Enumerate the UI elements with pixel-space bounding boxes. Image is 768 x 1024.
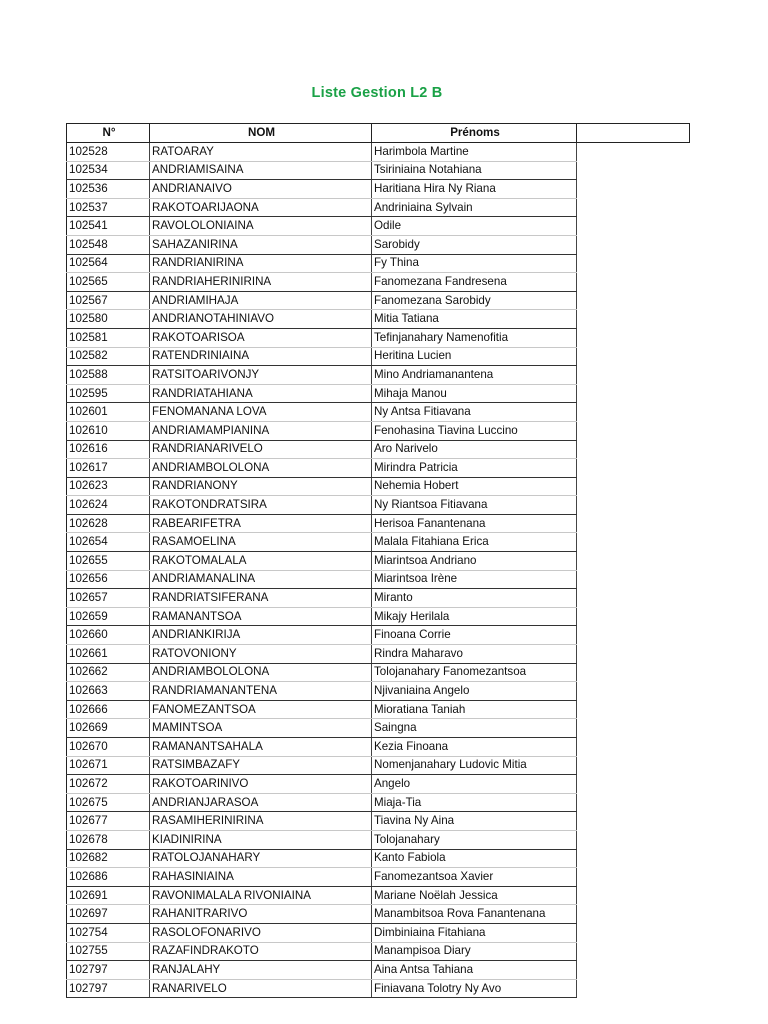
table-row <box>67 217 690 236</box>
cell-number: 102567 <box>67 291 150 310</box>
cell-prenoms: Tefinjanahary Namenofitia <box>372 328 577 347</box>
cell-prenoms: Finiavana Tolotry Ny Avo <box>372 979 577 998</box>
cell-prenoms: Heritina Lucien <box>372 347 577 366</box>
column-header-number: N° <box>67 124 150 143</box>
cell-prenoms: Tolojanahary <box>372 830 577 849</box>
cell-empty <box>577 663 690 682</box>
table-row <box>67 830 690 849</box>
column-header-nom: NOM <box>150 124 372 143</box>
cell-number: 102595 <box>67 384 150 403</box>
table-row <box>67 514 690 533</box>
cell-empty <box>577 942 690 961</box>
cell-number: 102662 <box>67 663 150 682</box>
cell-nom: RATSIMBAZAFY <box>150 756 372 775</box>
cell-nom: ANDRIAMIHAJA <box>150 291 372 310</box>
cell-empty <box>577 384 690 403</box>
cell-prenoms: Malala Fitahiana Erica <box>372 533 577 552</box>
cell-empty <box>577 328 690 347</box>
cell-prenoms: Manambitsoa Rova Fanantenana <box>372 905 577 924</box>
cell-nom: FANOMEZANTSOA <box>150 700 372 719</box>
cell-number: 102617 <box>67 459 150 478</box>
cell-empty <box>577 700 690 719</box>
cell-nom: RANJALAHY <box>150 961 372 980</box>
cell-number: 102691 <box>67 886 150 905</box>
table-row <box>67 645 690 664</box>
cell-number: 102661 <box>67 645 150 664</box>
table-row <box>67 161 690 180</box>
cell-number: 102655 <box>67 552 150 571</box>
cell-empty <box>577 366 690 385</box>
cell-empty <box>577 849 690 868</box>
cell-number: 102682 <box>67 849 150 868</box>
cell-nom: ANDRIAMBOLOLONA <box>150 663 372 682</box>
cell-nom: ANDRIANAIVO <box>150 180 372 199</box>
cell-prenoms: Miarintsoa Irène <box>372 570 577 589</box>
cell-nom: RAHASINIAINA <box>150 868 372 887</box>
cell-prenoms: Mikajy Herilala <box>372 607 577 626</box>
table-row <box>67 663 690 682</box>
table-row <box>67 607 690 626</box>
cell-prenoms: Nomenjanahary Ludovic Mitia <box>372 756 577 775</box>
cell-number: 102678 <box>67 830 150 849</box>
cell-empty <box>577 291 690 310</box>
table-row <box>67 570 690 589</box>
cell-prenoms: Odile <box>372 217 577 236</box>
cell-prenoms: Miranto <box>372 589 577 608</box>
cell-number: 102654 <box>67 533 150 552</box>
cell-number: 102534 <box>67 161 150 180</box>
cell-number: 102624 <box>67 496 150 515</box>
cell-number: 102548 <box>67 235 150 254</box>
cell-empty <box>577 923 690 942</box>
cell-number: 102670 <box>67 738 150 757</box>
table-row <box>67 849 690 868</box>
cell-prenoms: Tiavina Ny Aina <box>372 812 577 831</box>
cell-number: 102610 <box>67 421 150 440</box>
cell-empty <box>577 161 690 180</box>
cell-number: 102582 <box>67 347 150 366</box>
cell-prenoms: Fanomezantsoa Xavier <box>372 868 577 887</box>
table-row <box>67 198 690 217</box>
cell-prenoms: Haritiana Hira Ny Riana <box>372 180 577 199</box>
cell-nom: RAKOTOARINIVO <box>150 775 372 794</box>
cell-prenoms: Mioratiana Taniah <box>372 700 577 719</box>
cell-prenoms: Mitia Tatiana <box>372 310 577 329</box>
cell-nom: KIADINIRINA <box>150 830 372 849</box>
cell-number: 102623 <box>67 477 150 496</box>
cell-number: 102616 <box>67 440 150 459</box>
cell-prenoms: Kanto Fabiola <box>372 849 577 868</box>
cell-empty <box>577 254 690 273</box>
cell-empty <box>577 440 690 459</box>
cell-nom: RATSITOARIVONJY <box>150 366 372 385</box>
cell-number: 102677 <box>67 812 150 831</box>
cell-empty <box>577 886 690 905</box>
cell-nom: RANDRIAMANANTENA <box>150 682 372 701</box>
cell-nom: RAKOTOARIJAONA <box>150 198 372 217</box>
cell-prenoms: Mino Andriamanantena <box>372 366 577 385</box>
cell-prenoms: Miarintsoa Andriano <box>372 552 577 571</box>
cell-number: 102601 <box>67 403 150 422</box>
table-row <box>67 923 690 942</box>
table-row <box>67 384 690 403</box>
cell-number: 102565 <box>67 273 150 292</box>
cell-prenoms: Tsiriniaina Notahiana <box>372 161 577 180</box>
cell-empty <box>577 180 690 199</box>
cell-prenoms: Finoana Corrie <box>372 626 577 645</box>
cell-empty <box>577 143 690 162</box>
table-row <box>67 552 690 571</box>
table-row <box>67 291 690 310</box>
cell-prenoms: Mirindra Patricia <box>372 459 577 478</box>
cell-empty <box>577 775 690 794</box>
cell-empty <box>577 477 690 496</box>
cell-number: 102754 <box>67 923 150 942</box>
cell-number: 102537 <box>67 198 150 217</box>
cell-number: 102588 <box>67 366 150 385</box>
cell-prenoms: Aina Antsa Tahiana <box>372 961 577 980</box>
cell-nom: RANDRIAHERINIRINA <box>150 273 372 292</box>
cell-prenoms: Andriniaina Sylvain <box>372 198 577 217</box>
cell-prenoms: Sarobidy <box>372 235 577 254</box>
cell-prenoms: Fy Thina <box>372 254 577 273</box>
cell-nom: RAKOTOARISOA <box>150 328 372 347</box>
cell-number: 102628 <box>67 514 150 533</box>
cell-prenoms: Fanomezana Sarobidy <box>372 291 577 310</box>
table-row <box>67 979 690 998</box>
cell-nom: RASAMOELINA <box>150 533 372 552</box>
cell-number: 102675 <box>67 793 150 812</box>
cell-empty <box>577 347 690 366</box>
cell-nom: RANARIVELO <box>150 979 372 998</box>
table-row <box>67 440 690 459</box>
cell-number: 102581 <box>67 328 150 347</box>
cell-nom: RAKOTONDRATSIRA <box>150 496 372 515</box>
cell-prenoms: Nehemia Hobert <box>372 477 577 496</box>
cell-number: 102656 <box>67 570 150 589</box>
column-header-prenoms: Prénoms <box>372 124 577 143</box>
table-row <box>67 459 690 478</box>
cell-prenoms: Dimbiniaina Fitahiana <box>372 923 577 942</box>
column-header-empty <box>577 124 690 143</box>
cell-number: 102666 <box>67 700 150 719</box>
table-row <box>67 403 690 422</box>
cell-prenoms: Saingna <box>372 719 577 738</box>
table-row <box>67 366 690 385</box>
table-body <box>67 143 690 998</box>
cell-empty <box>577 793 690 812</box>
table-row <box>67 180 690 199</box>
cell-number: 102660 <box>67 626 150 645</box>
table-row <box>67 496 690 515</box>
cell-nom: ANDRIAMAMPIANINA <box>150 421 372 440</box>
table-header-row <box>67 124 690 143</box>
table-row <box>67 775 690 794</box>
cell-nom: RANDRIATAHIANA <box>150 384 372 403</box>
cell-empty <box>577 310 690 329</box>
cell-prenoms: Mihaja Manou <box>372 384 577 403</box>
cell-prenoms: Fenohasina Tiavina Luccino <box>372 421 577 440</box>
cell-prenoms: Herisoa Fanantenana <box>372 514 577 533</box>
cell-prenoms: Ny Riantsoa Fitiavana <box>372 496 577 515</box>
table-row <box>67 328 690 347</box>
cell-nom: RATOARAY <box>150 143 372 162</box>
table-row <box>67 589 690 608</box>
cell-prenoms: Tolojanahary Fanomezantsoa <box>372 663 577 682</box>
cell-prenoms: Harimbola Martine <box>372 143 577 162</box>
cell-nom: RAZAFINDRAKOTO <box>150 942 372 961</box>
cell-nom: ANDRIANJARASOA <box>150 793 372 812</box>
cell-number: 102657 <box>67 589 150 608</box>
table-row <box>67 868 690 887</box>
cell-empty <box>577 459 690 478</box>
cell-nom: ANDRIANOTAHINIAVO <box>150 310 372 329</box>
cell-number: 102564 <box>67 254 150 273</box>
cell-number: 102686 <box>67 868 150 887</box>
table-row <box>67 310 690 329</box>
cell-nom: ANDRIAMANALINA <box>150 570 372 589</box>
cell-prenoms: Mariane Noëlah Jessica <box>372 886 577 905</box>
cell-number: 102671 <box>67 756 150 775</box>
cell-empty <box>577 812 690 831</box>
cell-empty <box>577 756 690 775</box>
cell-nom: RAVONIMALALA RIVONIAINA <box>150 886 372 905</box>
cell-nom: RANDRIANONY <box>150 477 372 496</box>
cell-nom: RATOLOJANAHARY <box>150 849 372 868</box>
table-row <box>67 812 690 831</box>
table-row <box>67 719 690 738</box>
table-row <box>67 143 690 162</box>
cell-nom: RAMANANTSAHALA <box>150 738 372 757</box>
cell-empty <box>577 570 690 589</box>
cell-empty <box>577 682 690 701</box>
cell-number: 102659 <box>67 607 150 626</box>
cell-empty <box>577 533 690 552</box>
cell-nom: RATOVONIONY <box>150 645 372 664</box>
cell-number: 102797 <box>67 961 150 980</box>
cell-empty <box>577 552 690 571</box>
table-row <box>67 942 690 961</box>
cell-empty <box>577 961 690 980</box>
cell-empty <box>577 273 690 292</box>
cell-prenoms: Angelo <box>372 775 577 794</box>
cell-nom: RANDRIATSIFERANA <box>150 589 372 608</box>
cell-nom: RABEARIFETRA <box>150 514 372 533</box>
table-row <box>67 961 690 980</box>
cell-empty <box>577 738 690 757</box>
cell-empty <box>577 626 690 645</box>
table-row <box>67 235 690 254</box>
cell-empty <box>577 905 690 924</box>
cell-prenoms: Miaja-Tia <box>372 793 577 812</box>
cell-empty <box>577 514 690 533</box>
cell-empty <box>577 607 690 626</box>
cell-empty <box>577 235 690 254</box>
cell-number: 102672 <box>67 775 150 794</box>
cell-prenoms: Aro Narivelo <box>372 440 577 459</box>
cell-empty <box>577 589 690 608</box>
cell-number: 102663 <box>67 682 150 701</box>
cell-nom: FENOMANANA LOVA <box>150 403 372 422</box>
cell-nom: RATENDRINIAINA <box>150 347 372 366</box>
cell-number: 102536 <box>67 180 150 199</box>
table-row <box>67 682 690 701</box>
cell-nom: ANDRIAMBOLOLONA <box>150 459 372 478</box>
cell-empty <box>577 403 690 422</box>
cell-number: 102580 <box>67 310 150 329</box>
cell-prenoms: Kezia Finoana <box>372 738 577 757</box>
cell-number: 102669 <box>67 719 150 738</box>
table-row <box>67 254 690 273</box>
cell-prenoms: Ny Antsa Fitiavana <box>372 403 577 422</box>
cell-empty <box>577 496 690 515</box>
cell-nom: RANDRIANIRINA <box>150 254 372 273</box>
cell-empty <box>577 719 690 738</box>
table-row <box>67 700 690 719</box>
cell-empty <box>577 421 690 440</box>
table-row <box>67 421 690 440</box>
table-row <box>67 273 690 292</box>
cell-nom: ANDRIAMISAINA <box>150 161 372 180</box>
cell-number: 102541 <box>67 217 150 236</box>
cell-number: 102528 <box>67 143 150 162</box>
table-row <box>67 347 690 366</box>
cell-empty <box>577 979 690 998</box>
student-list-table <box>66 123 690 998</box>
cell-empty <box>577 868 690 887</box>
cell-nom: ANDRIANKIRIJA <box>150 626 372 645</box>
table-row <box>67 756 690 775</box>
table-row <box>67 793 690 812</box>
cell-nom: RAKOTOMALALA <box>150 552 372 571</box>
cell-prenoms: Fanomezana Fandresena <box>372 273 577 292</box>
cell-empty <box>577 830 690 849</box>
cell-number: 102755 <box>67 942 150 961</box>
cell-nom: RAVOLOLONIAINA <box>150 217 372 236</box>
table-row <box>67 738 690 757</box>
cell-nom: RANDRIANARIVELO <box>150 440 372 459</box>
table-row <box>67 626 690 645</box>
cell-nom: RAMANANTSOA <box>150 607 372 626</box>
table-row <box>67 533 690 552</box>
cell-nom: MAMINTSOA <box>150 719 372 738</box>
cell-empty <box>577 217 690 236</box>
cell-number: 102797 <box>67 979 150 998</box>
page-title: Liste Gestion L2 B <box>311 85 443 101</box>
cell-empty <box>577 198 690 217</box>
cell-empty <box>577 645 690 664</box>
cell-nom: RASAMIHERINIRINA <box>150 812 372 831</box>
cell-nom: RASOLOFONARIVO <box>150 923 372 942</box>
cell-prenoms: Njivaniaina Angelo <box>372 682 577 701</box>
table-row <box>67 477 690 496</box>
cell-nom: RAHANITRARIVO <box>150 905 372 924</box>
table-row <box>67 886 690 905</box>
cell-prenoms: Manampisoa Diary <box>372 942 577 961</box>
cell-number: 102697 <box>67 905 150 924</box>
table-row <box>67 905 690 924</box>
cell-nom: SAHAZANIRINA <box>150 235 372 254</box>
cell-prenoms: Rindra Maharavo <box>372 645 577 664</box>
